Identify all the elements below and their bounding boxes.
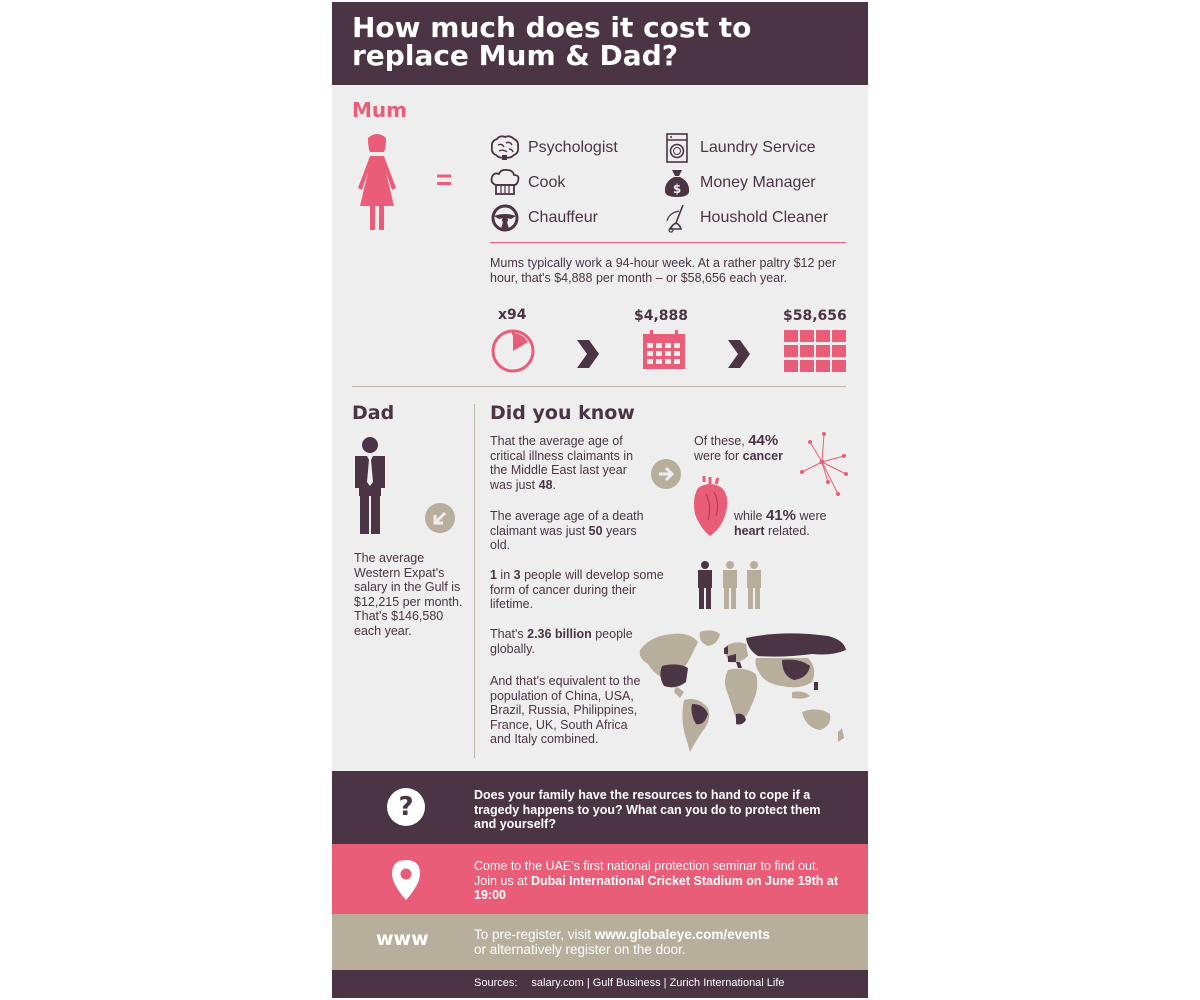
fact-one-in-three: 1 in 3 people will develop some form of cancer during their lifetime. xyxy=(490,568,664,611)
seminar-text: Come to the UAE's first national protection seminar to find out. Join us at Dubai International Cricket Stadium on June 19th at 19:00 xyxy=(474,859,838,902)
did-you-know-heading: Did you know xyxy=(490,402,635,424)
stat-month: $4,888 xyxy=(634,308,689,324)
role-label: Chauffeur xyxy=(528,209,598,226)
role-label: Psychologist xyxy=(528,139,618,156)
steering-wheel-icon xyxy=(490,203,520,233)
role-money-manager xyxy=(662,167,816,199)
section-divider xyxy=(352,386,846,387)
fact-death-age: The average age of a death claimant was just 50 years old. xyxy=(490,509,644,552)
role-label: Houshold Cleaner xyxy=(700,209,829,226)
role-label: Laundry Service xyxy=(700,139,816,156)
people-icon xyxy=(696,560,766,610)
chevron-right-icon xyxy=(575,340,599,368)
role-household-cleaner xyxy=(662,202,828,234)
sources xyxy=(474,977,799,989)
woman-icon xyxy=(350,134,404,234)
role-cook xyxy=(490,167,565,199)
arrow-right-icon xyxy=(650,458,682,490)
sources-label: Sources: xyxy=(474,977,518,989)
fact-billion: That's 2.36 billion people globally. xyxy=(490,627,633,656)
stat-year: $58,656 xyxy=(783,308,847,324)
vacuum-icon xyxy=(662,203,692,233)
mum-heading: Mum xyxy=(352,98,407,122)
fact-cancer-share: Of these, 44% were for cancer xyxy=(694,432,783,463)
seminar-band xyxy=(332,844,868,914)
question-band xyxy=(332,771,868,844)
question-text: Does your family have the resources to hand to cope if a tragedy happens to you? What can you do to protect them and yourself? xyxy=(474,788,821,831)
role-psychologist xyxy=(490,132,618,164)
fact-heart-share: while 41% were heart related. xyxy=(734,507,827,538)
chef-hat-icon xyxy=(490,168,520,198)
heart-organ-icon xyxy=(692,476,730,538)
dad-heading: Dad xyxy=(352,402,395,424)
fact-population: And that's equivalent to the population of China, USA, Brazil, Russia, Philippines, France, UK, South Africa and Italy combined. xyxy=(490,674,641,746)
divider xyxy=(490,242,846,243)
mum-paragraph: Mums typically work a 94-hour week. At a rather paltry $12 per hour, that's $4,888 per month – or $58,656 each year. xyxy=(490,256,836,285)
man-icon xyxy=(352,436,388,534)
role-label: Cook xyxy=(528,174,566,191)
timer-icon xyxy=(490,328,536,374)
calendar-grid-icon xyxy=(784,330,846,372)
chevron-right-icon xyxy=(726,340,750,368)
svg-text:$: $ xyxy=(672,182,682,196)
title-banner xyxy=(332,2,868,85)
www-label: www xyxy=(376,928,429,950)
dad-paragraph: The average Western Expat's salary in the Gulf is $12,215 per month. That's $146,580 each year. xyxy=(354,551,463,638)
register-text: To pre-register, visit www.globaleye.com/events or alternatively register on the door. xyxy=(474,927,770,957)
washing-machine-icon xyxy=(662,133,692,163)
role-label: Money Manager xyxy=(700,174,816,191)
brain-icon xyxy=(490,133,520,163)
stat-hours: x94 xyxy=(498,307,527,323)
arrow-down-left-icon xyxy=(424,502,456,534)
column-divider xyxy=(474,404,475,758)
world-map-icon xyxy=(632,628,852,756)
network-icon xyxy=(798,432,850,496)
page-title: How much does it cost to replace Mum & Dad? xyxy=(352,11,752,72)
equals-sign: = xyxy=(436,164,453,195)
infographic xyxy=(332,2,868,998)
role-laundry-service xyxy=(662,132,816,164)
question-icon: ? xyxy=(387,788,425,826)
calendar-icon xyxy=(642,330,688,370)
map-pin-icon xyxy=(392,860,420,900)
register-band xyxy=(332,914,868,970)
fact-claimant-age: That the average age of critical illness claimants in the Middle East last year was just 48. xyxy=(490,434,634,492)
sources-list: salary.com | Gulf Business | Zurich International Life xyxy=(531,977,785,989)
register-link[interactable]: www.globaleye.com/events xyxy=(594,927,770,942)
money-bag-icon xyxy=(662,168,692,198)
role-chauffeur xyxy=(490,202,598,234)
